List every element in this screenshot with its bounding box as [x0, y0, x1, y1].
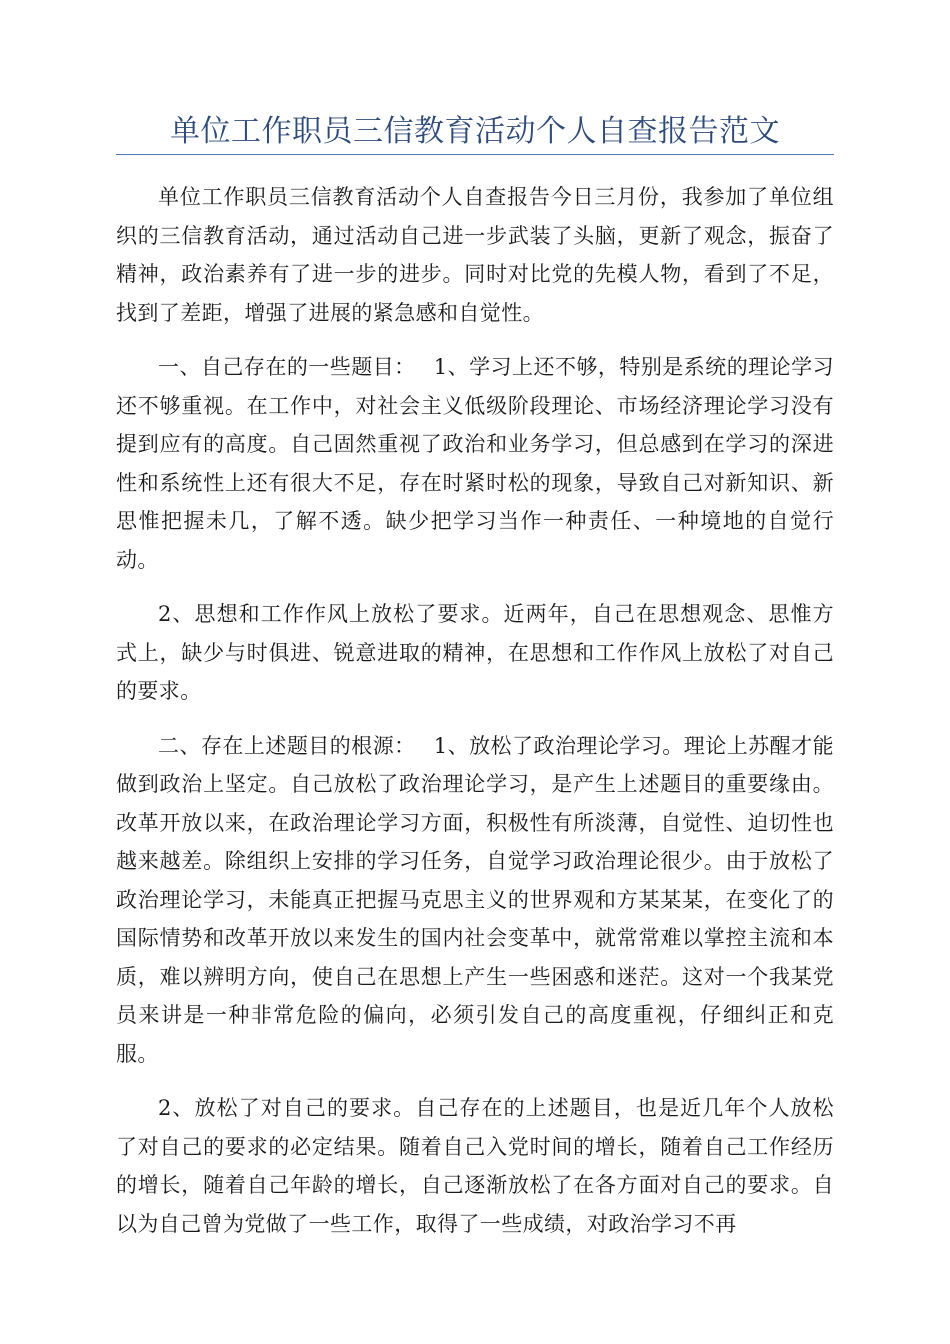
paragraph-self-requirements: 2、放松了对自己的要求。自己存在的上述题目，也是近几年个人放松了对自己的要求的必定结果。随着自己入党时间的增长，随着自己工作经历的增长，随着自己年龄的增长，自己逐渐放松了在各方面对自己的要求。自以为自己曾为党做了一些工作，取得了一些成绩，对政治学习不再	[116, 1096, 834, 1236]
paragraph-intro: 单位工作职员三信教育活动个人自查报告今日三月份，我参加了单位组织的三信教育活动，通过活动自己进一步武装了头脑，更新了观念，振奋了精神，政治素养有了进一步的进步。同时对比党的先模人物，看到了不足，找到了差距，增强了进展的紧急感和自觉性。	[116, 185, 834, 325]
paragraph-root-causes: 二、存在上述题目的根源： 1、放松了政治理论学习。理论上苏醒才能做到政治上坚定。自己放松了政治理论学习，是产生上述题目的重要缘由。改革开放以来，在政治理论学习方面，积极性有所淡薄，自觉性、迫切性也越来越差。除组织上安排的学习任务，自觉学习政治理论很少。由于放松了政治理论学习，未能真正把握马克思主义的世界观和方某某某，在变化了的国际情势和改革开放以来发生的国内社会变革中，就常常难以掌控主流和本质，难以辨明方向，使自己在思想上产生一些困惑和迷茫。这对一个我某党员来讲是一种非常危险的偏向，必须引发自己的高度重视，仔细纠正和克服。	[116, 733, 834, 1066]
title-underline	[116, 154, 834, 155]
paragraph-work-style: 2、思想和工作作风上放松了要求。近两年，自己在思想观念、思惟方式上，缺少与时俱进、锐意进取的精神，在思想和工作作风上放松了对自己的要求。	[116, 602, 834, 703]
paragraph-problems: 一、自己存在的一些题目： 1、学习上还不够，特别是系统的理论学习还不够重视。在工作中，对社会主义低级阶段理论、市场经济理论学习没有提到应有的高度。自己固然重视了政治和业务学习，但总感到在学习的深进性和系统性上还有很大不足，存在时紧时松的现象，导致自己对新知识、新思惟把握未几，了解不透。缺少把学习当作一种责任、一种境地的自觉行动。	[116, 355, 834, 572]
document-body	[116, 178, 834, 1259]
document-title: 单位工作职员三信教育活动个人自查报告范文	[170, 114, 780, 149]
